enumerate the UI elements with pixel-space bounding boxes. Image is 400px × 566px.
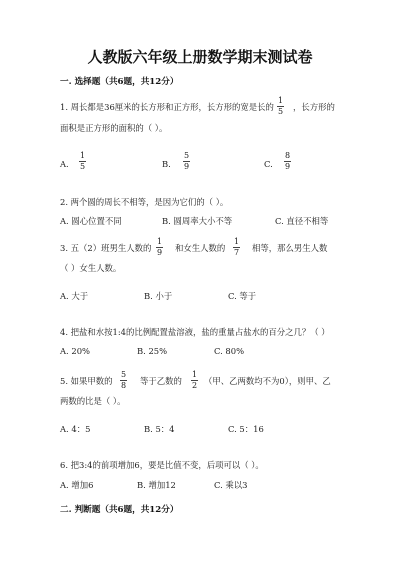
question-5-option-c: C. 5：16 bbox=[228, 424, 264, 434]
option-label: A. bbox=[60, 159, 69, 169]
fraction-denominator: 2 bbox=[191, 381, 198, 390]
page-title: 人教版六年级上册数学期末测试卷 bbox=[87, 48, 313, 66]
question-3-fraction-1 bbox=[156, 237, 163, 257]
option-label: C. bbox=[264, 159, 273, 169]
question-3-text-line2: （ ）女生人数。 bbox=[60, 263, 122, 273]
fraction-denominator: 5 bbox=[277, 107, 284, 116]
question-2-option-a: A. 圆心位置不同 bbox=[60, 216, 122, 226]
section-heading-choice: 一. 选择题（共6题，共12分） bbox=[60, 77, 179, 87]
question-6-option-a: A. 增加6 bbox=[60, 480, 94, 490]
question-6-option-b: B. 增加12 bbox=[137, 480, 176, 490]
question-1-option-a-fraction bbox=[79, 151, 86, 171]
fraction-denominator: 7 bbox=[233, 248, 240, 257]
section-heading-true-false: 二. 判断题（共6题，共12分） bbox=[60, 505, 179, 515]
fraction-numerator: 1 bbox=[156, 237, 163, 246]
question-4-text: 4. 把盐和水按1:4的比例配置盐溶液，盐的重量占盐水的百分之几？（ ） bbox=[60, 327, 330, 337]
question-3-option-b: B. 小于 bbox=[144, 291, 173, 301]
fraction-numerator: 5 bbox=[183, 151, 190, 160]
option-label: B. bbox=[162, 159, 171, 169]
question-4-option-b: B. 25% bbox=[137, 346, 168, 356]
question-4-option-a: A. 20% bbox=[60, 346, 90, 356]
question-2-option-b: B. 圆周率大小不等 bbox=[162, 216, 233, 226]
question-2-text: 2. 两个圆的周长不相等，是因为它们的（ ）。 bbox=[60, 197, 229, 207]
fraction-numerator: 5 bbox=[120, 370, 127, 379]
question-5-text-line2: 两数的比是（ ）。 bbox=[60, 396, 126, 406]
question-3-text-a: 3. 五（2）班男生人数的 bbox=[60, 243, 152, 253]
question-1-fraction bbox=[277, 96, 284, 116]
question-1-text-b: ，长方形的 bbox=[293, 102, 335, 112]
fraction-denominator: 9 bbox=[183, 162, 190, 171]
question-6-text: 6. 把3:4的前项增加6，要是比值不变，后项可以（ ）。 bbox=[60, 460, 264, 470]
fraction-numerator: 1 bbox=[277, 96, 284, 105]
question-5-text-a: 5. 如果甲数的 bbox=[60, 376, 113, 386]
question-4-option-c: C. 80% bbox=[214, 346, 245, 356]
question-5-fraction-1 bbox=[120, 370, 127, 390]
question-1-text-line2: 面积是正方形的面积的（ ）。 bbox=[60, 123, 168, 133]
question-2-option-c: C. 直径不相等 bbox=[275, 216, 329, 226]
question-3-fraction-2 bbox=[233, 237, 240, 257]
question-3-text-c: 相等，那么男生人数 bbox=[252, 243, 328, 253]
question-5-option-b: B. 5：4 bbox=[144, 424, 175, 434]
fraction-denominator: 8 bbox=[120, 381, 127, 390]
fraction-denominator: 9 bbox=[156, 248, 163, 257]
question-3-option-c: C. 等于 bbox=[228, 291, 257, 301]
question-5-text-c: （甲、乙两数均不为0），则甲、乙 bbox=[204, 376, 331, 386]
question-1-option-b-fraction bbox=[183, 151, 190, 171]
fraction-numerator: 1 bbox=[233, 237, 240, 246]
question-5-fraction-2 bbox=[191, 370, 198, 390]
fraction-numerator: 1 bbox=[191, 370, 198, 379]
fraction-denominator: 5 bbox=[79, 162, 86, 171]
question-5-text-b: 等于乙数的 bbox=[140, 376, 182, 386]
question-3-text-b: 和女生人数的 bbox=[175, 243, 226, 253]
question-1-text-a: 1. 周长都是36厘米的长方形和正方形，长方形的宽是长的 bbox=[60, 102, 274, 112]
question-5-option-a: A. 4：5 bbox=[60, 424, 91, 434]
fraction-numerator: 1 bbox=[79, 151, 86, 160]
question-3-option-a: A. 大于 bbox=[60, 291, 89, 301]
fraction-denominator: 9 bbox=[284, 162, 291, 171]
question-1-option-c-fraction bbox=[284, 151, 291, 171]
fraction-numerator: 8 bbox=[284, 151, 291, 160]
question-6-option-c: C. 乘以3 bbox=[214, 480, 248, 490]
